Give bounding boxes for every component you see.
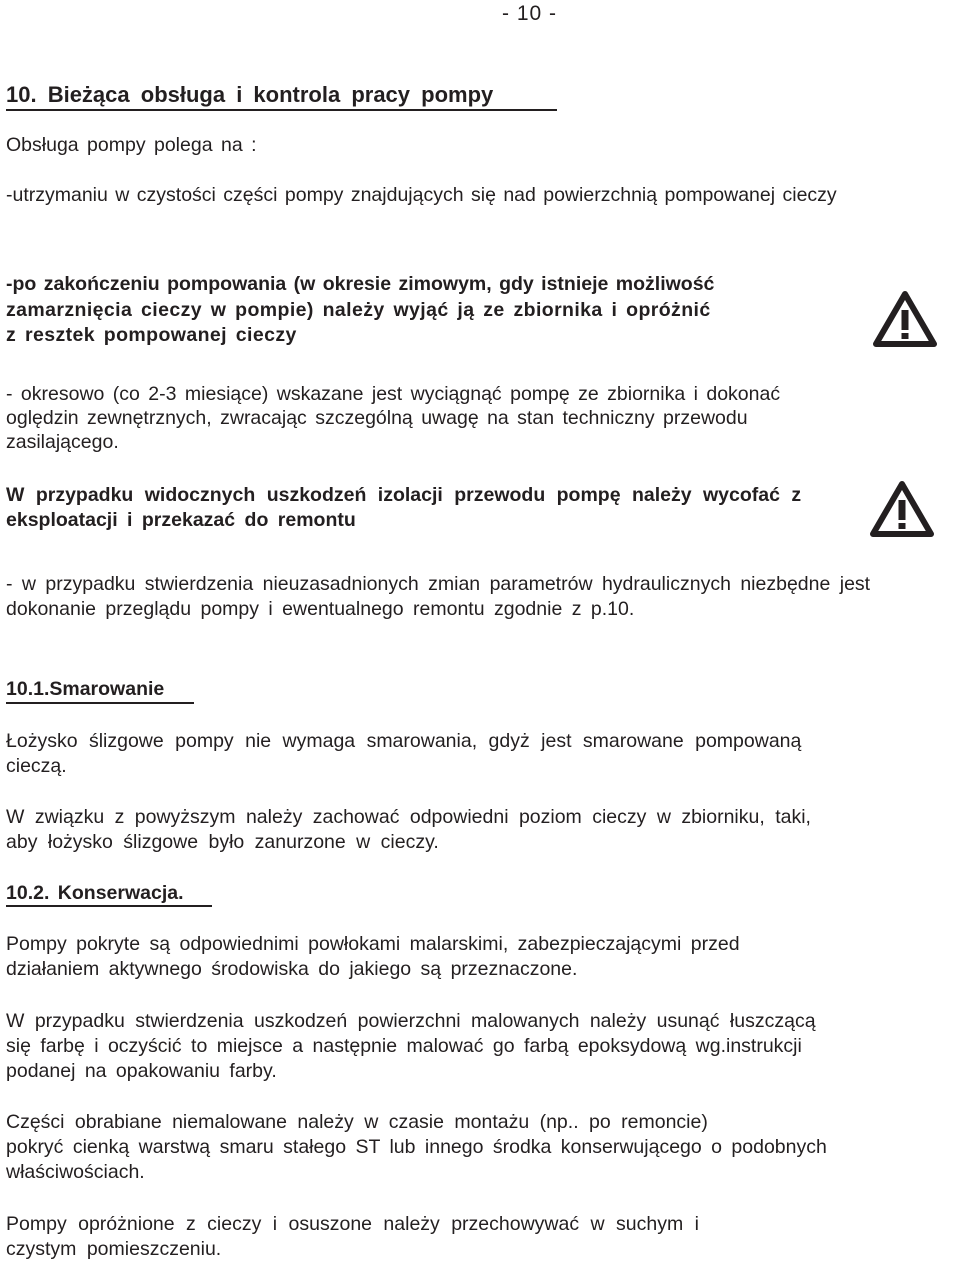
paragraph-line: się farbę i oczyścić to miejsce a następnie malować go farbą epoksydową wg.instrukcji bbox=[6, 1035, 802, 1057]
paragraph-line: czystym pomieszczeniu. bbox=[6, 1238, 222, 1260]
section-heading: 10. Bieżąca obsługa i kontrola pracy pompy bbox=[6, 82, 494, 107]
paragraph-line: Części obrabiane niemalowane należy w czasie montażu (np.. po remoncie) bbox=[6, 1111, 708, 1133]
warning-triangle-icon bbox=[868, 478, 936, 540]
intro-text: Obsługa pompy polega na : bbox=[6, 134, 257, 156]
subsection-heading: 10.1.Smarowanie bbox=[6, 678, 165, 700]
warning-text-line: eksploatacji i przekazać do remontu bbox=[6, 509, 356, 531]
paragraph-line: właściwościach. bbox=[6, 1161, 145, 1183]
paragraph-line: działaniem aktywnego środowiska do jakiego są przeznaczone. bbox=[6, 958, 578, 980]
paragraph-line: Łożysko ślizgowe pompy nie wymaga smarowania, gdyż jest smarowane pompowaną bbox=[6, 730, 802, 752]
heading-underline bbox=[6, 702, 194, 704]
paragraph-line: aby łożysko ślizgowe było zanurzone w cieczy. bbox=[6, 831, 439, 853]
periodic-text-line: oględzin zewnętrznych, zwracając szczególną uwagę na stan techniczny przewodu bbox=[6, 407, 748, 429]
heading-underline bbox=[6, 905, 212, 907]
page-number: - 10 - bbox=[502, 2, 558, 25]
paragraph-line: W przypadku stwierdzenia uszkodzeń powierzchni malowanych należy usunąć łuszczącą bbox=[6, 1010, 816, 1032]
paragraph-line: W związku z powyższym należy zachować odpowiedni poziom cieczy w zbiorniku, taki, bbox=[6, 806, 811, 828]
paragraph-line: pokryć cienką warstwą smaru stałego ST lub innego środka konserwującego o podobnych bbox=[6, 1136, 827, 1158]
hydraulic-text-line: dokonanie przeglądu pompy i ewentualnego remontu zgodnie z p.10. bbox=[6, 598, 635, 620]
hydraulic-text-line: - w przypadku stwierdzenia nieuzasadnionych zmian parametrów hydraulicznych niezbędne jest bbox=[6, 573, 871, 595]
paragraph-line: podanej na opakowaniu farby. bbox=[6, 1060, 277, 1082]
periodic-text-line: - okresowo (co 2-3 miesiące) wskazane jest wyciągnąć pompę ze zbiornika i dokonać bbox=[6, 383, 781, 405]
warning-text-line: zamarznięcia cieczy w pompie) należy wyjąć ją ze zbiornika i opróżnić bbox=[6, 299, 711, 321]
paragraph-line: Pompy opróżnione z cieczy i osuszone należy przechowywać w suchym i bbox=[6, 1213, 699, 1235]
periodic-text-line: zasilającego. bbox=[6, 431, 119, 453]
warning-text-line: z resztek pompowanej cieczy bbox=[6, 324, 297, 346]
list-item-clean: -utrzymaniu w czystości części pompy znajdujących się nad powierzchnią pompowanej cieczy bbox=[6, 184, 837, 206]
warning-triangle-icon bbox=[871, 288, 939, 350]
warning-text-line: -po zakończeniu pompowania (w okresie zimowym, gdy istnieje możliwość bbox=[6, 273, 715, 295]
subsection-heading: 10.2. Konserwacja. bbox=[6, 882, 184, 904]
warning-text-line: W przypadku widocznych uszkodzeń izolacji przewodu pompę należy wycofać z bbox=[6, 484, 802, 506]
paragraph-line: Pompy pokryte są odpowiednimi powłokami malarskimi, zabezpieczającymi przed bbox=[6, 933, 740, 955]
heading-underline bbox=[6, 109, 557, 111]
paragraph-line: cieczą. bbox=[6, 755, 67, 777]
